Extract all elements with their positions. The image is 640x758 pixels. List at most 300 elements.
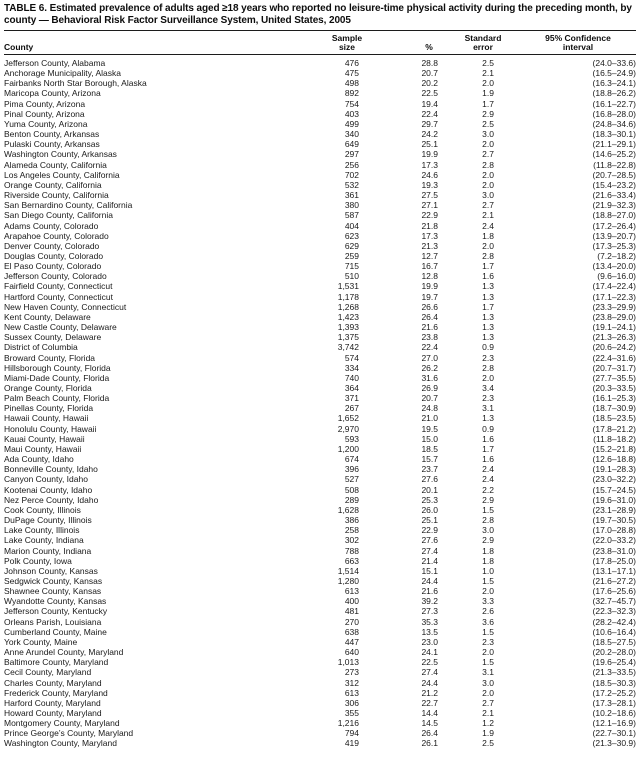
county-cell: Fairbanks North Star Borough, Alaska (4, 78, 147, 89)
percent-cell: 19.5 (421, 423, 438, 434)
standard-error-cell: 0.9 (482, 342, 494, 353)
col-header-se-line1: Standard (464, 33, 502, 43)
sample-size-cell: 297 (344, 149, 359, 160)
confidence-interval-cell: (13.1–17.1) (592, 565, 636, 576)
confidence-interval-cell: (21.3–26.3) (592, 332, 636, 343)
table-row (4, 637, 636, 647)
county-cell: Cook County, Illinois (4, 504, 81, 515)
county-cell: Polk County, Iowa (4, 555, 72, 566)
table-row (4, 657, 636, 667)
confidence-interval-cell: (19.6–25.4) (592, 657, 636, 668)
percent-cell: 19.9 (421, 281, 438, 292)
table-row (4, 231, 636, 241)
standard-error-cell: 1.2 (482, 718, 494, 729)
county-cell: Los Angeles County, California (4, 169, 120, 180)
sample-size-cell: 1,514 (337, 565, 359, 576)
county-cell: Harford County, Maryland (4, 697, 101, 708)
sample-size-cell: 2,970 (337, 423, 359, 434)
county-cell: Jefferson County, Kentucky (4, 606, 108, 617)
confidence-interval-cell: (17.8–21.2) (592, 423, 636, 434)
sample-size-cell: 334 (344, 362, 359, 373)
sample-size-cell: 892 (344, 88, 359, 99)
standard-error-cell: 2.8 (482, 362, 494, 373)
confidence-interval-cell: (12.6–18.8) (592, 454, 636, 465)
county-cell: Hartford County, Connecticut (4, 291, 113, 302)
table-row (4, 109, 636, 119)
col-header-sample-line2: size (338, 42, 356, 52)
sample-size-cell: 1,375 (337, 332, 359, 343)
sample-size-cell: 259 (344, 250, 359, 261)
table-row (4, 454, 636, 464)
standard-error-cell: 2.3 (482, 636, 494, 647)
table-row (4, 708, 636, 718)
sample-size-cell: 270 (344, 616, 359, 627)
sample-size-cell: 1,531 (337, 281, 359, 292)
confidence-interval-cell: (18.3–30.1) (592, 129, 636, 140)
sample-size-cell: 1,178 (337, 291, 359, 302)
county-cell: Pinal County, Arizona (4, 108, 85, 119)
sample-size-cell: 289 (344, 494, 359, 505)
county-cell: Washington County, Arkansas (4, 149, 117, 160)
table-row (4, 485, 636, 495)
percent-cell: 12.8 (421, 271, 438, 282)
confidence-interval-cell: (19.6–31.0) (592, 494, 636, 505)
county-cell: Baltimore County, Maryland (4, 657, 109, 668)
table-row (4, 525, 636, 535)
confidence-interval-cell: (17.1–22.3) (592, 291, 636, 302)
sample-size-cell: 527 (344, 474, 359, 485)
table-row (4, 464, 636, 474)
table-row (4, 251, 636, 261)
sample-size-cell: 361 (344, 190, 359, 201)
confidence-interval-cell: (19.1–24.1) (592, 322, 636, 333)
standard-error-cell: 2.0 (482, 647, 494, 658)
sample-size-cell: 593 (344, 433, 359, 444)
standard-error-cell: 1.8 (482, 230, 494, 241)
standard-error-cell: 1.5 (482, 504, 494, 515)
percent-cell: 20.7 (421, 393, 438, 404)
standard-error-cell: 1.5 (482, 575, 494, 586)
county-cell: Charles County, Maryland (4, 677, 102, 688)
confidence-interval-cell: (23.1–28.9) (592, 504, 636, 515)
table-row (4, 678, 636, 688)
sample-size-cell: 663 (344, 555, 359, 566)
county-cell: Kootenai County, Idaho (4, 484, 93, 495)
table-row (4, 342, 636, 352)
confidence-interval-cell: (17.6–25.6) (592, 586, 636, 597)
sample-size-cell: 788 (344, 545, 359, 556)
confidence-interval-cell: (20.2–28.0) (592, 647, 636, 658)
confidence-interval-cell: (22.7–30.1) (592, 728, 636, 739)
sample-size-cell: 1,652 (337, 413, 359, 424)
standard-error-cell: 2.8 (482, 250, 494, 261)
sample-size-cell: 574 (344, 352, 359, 363)
sample-size-cell: 715 (344, 261, 359, 272)
standard-error-cell: 1.5 (482, 657, 494, 668)
sample-size-cell: 532 (344, 179, 359, 190)
table-row (4, 718, 636, 728)
table-row (4, 160, 636, 170)
table-row (4, 99, 636, 109)
county-cell: Maricopa County, Arizona (4, 88, 101, 99)
table-row (4, 129, 636, 139)
sample-size-cell: 1,268 (337, 301, 359, 312)
table-row (4, 495, 636, 505)
table-row (4, 261, 636, 271)
percent-cell: 24.6 (421, 169, 438, 180)
percent-cell: 27.6 (421, 474, 438, 485)
percent-cell: 15.0 (421, 433, 438, 444)
standard-error-cell: 2.5 (482, 738, 494, 749)
percent-cell: 19.7 (421, 291, 438, 302)
percent-cell: 27.1 (421, 200, 438, 211)
standard-error-cell: 2.9 (482, 108, 494, 119)
table-row (4, 728, 636, 738)
table-row (4, 627, 636, 637)
percent-cell: 22.4 (421, 342, 438, 353)
county-cell: Honolulu County, Hawaii (4, 423, 97, 434)
standard-error-cell: 2.0 (482, 687, 494, 698)
county-cell: Palm Beach County, Florida (4, 393, 110, 404)
table-row (4, 444, 636, 454)
county-cell: Montgomery County, Maryland (4, 718, 120, 729)
percent-cell: 25.1 (421, 515, 438, 526)
county-cell: Bonneville County, Idaho (4, 464, 98, 475)
table-body (4, 55, 636, 749)
confidence-interval-cell: (28.2–42.4) (592, 616, 636, 627)
percent-cell: 21.6 (421, 586, 438, 597)
table-row (4, 556, 636, 566)
standard-error-cell: 1.8 (482, 555, 494, 566)
table-row (4, 281, 636, 291)
confidence-interval-cell: (24.0–33.6) (592, 58, 636, 68)
percent-cell: 21.6 (421, 322, 438, 333)
standard-error-cell: 2.0 (482, 240, 494, 251)
confidence-interval-cell: (23.3–29.9) (592, 301, 636, 312)
standard-error-cell: 3.4 (482, 383, 494, 393)
county-cell: Benton County, Arkansas (4, 129, 100, 140)
county-cell: Orange County, Florida (4, 383, 92, 393)
table-row (4, 474, 636, 484)
percent-cell: 26.4 (421, 728, 438, 739)
standard-error-cell: 3.0 (482, 129, 494, 140)
confidence-interval-cell: (20.3–33.5) (592, 383, 636, 393)
confidence-interval-cell: (20.7–31.7) (592, 362, 636, 373)
confidence-interval-cell: (9.6–16.0) (597, 271, 636, 282)
table-row (4, 566, 636, 576)
standard-error-cell: 2.9 (482, 535, 494, 546)
table-row (4, 363, 636, 373)
sample-size-cell: 258 (344, 525, 359, 536)
confidence-interval-cell: (32.7–45.7) (592, 596, 636, 607)
sample-size-cell: 629 (344, 240, 359, 251)
confidence-interval-cell: (16.1–25.3) (592, 393, 636, 404)
standard-error-cell: 1.8 (482, 545, 494, 556)
col-header-ci-line2: interval (562, 42, 594, 52)
table-row (4, 576, 636, 586)
standard-error-cell: 2.0 (482, 169, 494, 180)
confidence-interval-cell: (22.4–31.6) (592, 352, 636, 363)
percent-cell: 15.7 (421, 454, 438, 465)
standard-error-cell: 2.6 (482, 606, 494, 617)
sample-size-cell: 1,200 (337, 443, 359, 454)
confidence-interval-cell: (10.2–18.6) (592, 708, 636, 718)
county-cell: Shawnee County, Kansas (4, 586, 102, 597)
county-cell: Nez Perce County, Idaho (4, 494, 99, 505)
county-cell: New Haven County, Connecticut (4, 301, 127, 312)
sample-size-cell: 794 (344, 728, 359, 739)
county-cell: Frederick County, Maryland (4, 687, 108, 698)
confidence-interval-cell: (18.5–27.5) (592, 636, 636, 647)
table-row (4, 698, 636, 708)
county-cell: Canyon County, Idaho (4, 474, 88, 485)
confidence-interval-cell: (17.2–26.4) (592, 220, 636, 231)
percent-cell: 22.7 (421, 697, 438, 708)
sample-size-cell: 587 (344, 210, 359, 221)
percent-cell: 35.3 (421, 616, 438, 627)
county-cell: Jefferson County, Alabama (4, 58, 106, 68)
percent-cell: 21.0 (421, 413, 438, 424)
sample-size-cell: 371 (344, 393, 359, 404)
county-cell: Miami-Dade County, Florida (4, 372, 110, 383)
sample-size-cell: 640 (344, 647, 359, 658)
percent-cell: 27.6 (421, 535, 438, 546)
sample-size-cell: 498 (344, 78, 359, 89)
sample-size-cell: 400 (344, 596, 359, 607)
county-cell: Yuma County, Arizona (4, 118, 88, 129)
table-row (4, 353, 636, 363)
confidence-interval-cell: (17.2–25.2) (592, 687, 636, 698)
sample-size-cell: 404 (344, 220, 359, 231)
table-row (4, 596, 636, 606)
table-row (4, 78, 636, 88)
col-header-sample-line1: Sample (331, 33, 363, 43)
confidence-interval-cell: (23.8–29.0) (592, 311, 636, 322)
standard-error-cell: 2.8 (482, 515, 494, 526)
county-cell: Kent County, Delaware (4, 311, 91, 322)
confidence-interval-cell: (11.8–18.2) (593, 433, 636, 444)
percent-cell: 21.4 (421, 555, 438, 566)
table-row (4, 119, 636, 129)
table-row (4, 312, 636, 322)
county-cell: Douglas County, Colorado (4, 250, 104, 261)
sample-size-cell: 403 (344, 108, 359, 119)
percent-cell: 31.6 (421, 372, 438, 383)
county-cell: Broward County, Florida (4, 352, 96, 363)
sample-size-cell: 638 (344, 626, 359, 637)
sample-size-cell: 1,013 (337, 657, 359, 668)
table-row (4, 190, 636, 200)
confidence-interval-cell: (16.3–24.1) (592, 78, 636, 89)
county-cell: Adams County, Colorado (4, 220, 99, 231)
percent-cell: 19.3 (421, 179, 438, 190)
percent-cell: 21.2 (421, 687, 438, 698)
table-row (4, 546, 636, 556)
confidence-interval-cell: (18.8–27.0) (592, 210, 636, 221)
standard-error-cell: 1.3 (482, 291, 494, 302)
table-row (4, 332, 636, 342)
county-cell: Wyandotte County, Kansas (4, 596, 107, 607)
standard-error-cell: 1.3 (482, 413, 494, 424)
county-cell: Marion County, Indiana (4, 545, 92, 556)
county-cell: Hillsborough County, Florida (4, 362, 111, 373)
confidence-interval-cell: (13.9–20.7) (592, 230, 636, 241)
county-cell: Hawaii County, Hawaii (4, 413, 89, 424)
confidence-interval-cell: (21.6–27.2) (592, 575, 636, 586)
county-cell: Howard County, Maryland (4, 708, 102, 718)
confidence-interval-cell: (16.5–24.9) (592, 68, 636, 79)
county-cell: Anchorage Municipality, Alaska (4, 68, 122, 79)
county-cell: Jefferson County, Colorado (4, 271, 107, 282)
confidence-interval-cell: (17.4–22.4) (592, 281, 636, 292)
standard-error-cell: 1.7 (482, 301, 494, 312)
percent-cell: 24.4 (421, 677, 438, 688)
percent-cell: 17.3 (421, 159, 438, 170)
confidence-interval-cell: (15.4–23.2) (592, 179, 636, 190)
confidence-interval-cell: (27.7–35.5) (592, 372, 636, 383)
county-cell: Washington County, Maryland (4, 738, 117, 749)
prevalence-table (4, 55, 636, 749)
table-row (4, 139, 636, 149)
sample-size-cell: 1,628 (337, 504, 359, 515)
county-cell: El Paso County, Colorado (4, 261, 102, 272)
sample-size-cell: 364 (344, 383, 359, 393)
table-row (4, 88, 636, 98)
percent-cell: 28.8 (421, 58, 438, 68)
table-row (4, 302, 636, 312)
col-header-county: County (4, 42, 34, 52)
county-cell: Sussex County, Delaware (4, 332, 102, 343)
county-cell: San Diego County, California (4, 210, 113, 221)
standard-error-cell: 1.9 (482, 88, 494, 99)
percent-cell: 39.2 (421, 596, 438, 607)
county-cell: Prince George’s County, Maryland (4, 728, 134, 739)
col-header-ci-line1: 95% Confidence (545, 33, 611, 43)
percent-cell: 26.0 (421, 504, 438, 515)
confidence-interval-cell: (18.8–26.2) (592, 88, 636, 99)
sample-size-cell: 476 (344, 58, 359, 68)
confidence-interval-cell: (18.5–23.5) (592, 413, 636, 424)
county-cell: Kauai County, Hawaii (4, 433, 85, 444)
sample-size-cell: 1,393 (337, 322, 359, 333)
sample-size-cell: 3,742 (337, 342, 359, 353)
confidence-interval-cell: (20.7–28.5) (592, 169, 636, 180)
percent-cell: 19.9 (421, 149, 438, 160)
percent-cell: 22.5 (421, 88, 438, 99)
col-header-standard-error (465, 34, 502, 52)
percent-cell: 27.0 (421, 352, 438, 363)
percent-cell: 22.9 (421, 525, 438, 536)
table-row (4, 292, 636, 302)
confidence-interval-cell: (14.6–25.2) (592, 149, 636, 160)
confidence-interval-cell: (19.1–28.3) (592, 464, 636, 475)
county-cell: Johnson County, Kansas (4, 565, 98, 576)
county-cell: Pinellas County, Florida (4, 403, 94, 414)
confidence-interval-cell: (17.0–28.8) (592, 525, 636, 536)
sample-size-cell: 1,423 (337, 311, 359, 322)
standard-error-cell: 2.4 (482, 220, 494, 231)
standard-error-cell: 2.1 (482, 708, 494, 718)
table-row (4, 68, 636, 78)
sample-size-cell: 267 (344, 403, 359, 414)
standard-error-cell: 2.3 (482, 393, 494, 404)
standard-error-cell: 1.7 (482, 98, 494, 109)
standard-error-cell: 1.3 (482, 322, 494, 333)
county-cell: Anne Arundel County, Maryland (4, 647, 124, 658)
sample-size-cell: 396 (344, 464, 359, 475)
standard-error-cell: 1.3 (482, 281, 494, 292)
standard-error-cell: 2.4 (482, 474, 494, 485)
sample-size-cell: 306 (344, 697, 359, 708)
confidence-interval-cell: (17.8–25.0) (592, 555, 636, 566)
county-cell: Sedgwick County, Kansas (4, 575, 103, 586)
standard-error-cell: 1.6 (482, 433, 494, 444)
standard-error-cell: 1.7 (482, 443, 494, 454)
percent-cell: 25.3 (421, 494, 438, 505)
percent-cell: 21.8 (421, 220, 438, 231)
county-cell: York County, Maine (4, 636, 78, 647)
standard-error-cell: 1.3 (482, 332, 494, 343)
standard-error-cell: 3.0 (482, 677, 494, 688)
sample-size-cell: 380 (344, 200, 359, 211)
standard-error-cell: 2.0 (482, 78, 494, 89)
standard-error-cell: 1.5 (482, 626, 494, 637)
col-header-confidence-interval (545, 34, 611, 52)
standard-error-cell: 3.6 (482, 616, 494, 627)
table-row (4, 535, 636, 545)
county-cell: Alameda County, California (4, 159, 107, 170)
percent-cell: 26.4 (421, 311, 438, 322)
table-row (4, 393, 636, 403)
table-row (4, 383, 636, 393)
percent-cell: 26.1 (421, 738, 438, 749)
table-row (4, 373, 636, 383)
percent-cell: 22.4 (421, 108, 438, 119)
standard-error-cell: 2.8 (482, 159, 494, 170)
sample-size-cell: 499 (344, 118, 359, 129)
standard-error-cell: 1.6 (482, 454, 494, 465)
percent-cell: 24.4 (421, 575, 438, 586)
percent-cell: 23.0 (421, 636, 438, 647)
sample-size-cell: 312 (344, 677, 359, 688)
standard-error-cell: 2.3 (482, 352, 494, 363)
percent-cell: 13.5 (421, 626, 438, 637)
table-row (4, 738, 636, 748)
percent-cell: 26.6 (421, 301, 438, 312)
standard-error-cell: 2.7 (482, 149, 494, 160)
standard-error-cell: 1.9 (482, 728, 494, 739)
sample-size-cell: 613 (344, 586, 359, 597)
standard-error-cell: 2.2 (482, 484, 494, 495)
standard-error-cell: 2.0 (482, 139, 494, 150)
table-row (4, 221, 636, 231)
percent-cell: 27.5 (421, 190, 438, 201)
percent-cell: 17.3 (421, 230, 438, 241)
percent-cell: 12.7 (421, 250, 438, 261)
standard-error-cell: 3.3 (482, 596, 494, 607)
percent-cell: 23.7 (421, 464, 438, 475)
table-row (4, 505, 636, 515)
sample-size-cell: 674 (344, 454, 359, 465)
table-row (4, 667, 636, 677)
county-cell: DuPage County, Illinois (4, 515, 92, 526)
sample-size-cell: 355 (344, 708, 359, 718)
confidence-interval-cell: (10.6–16.4) (592, 626, 636, 637)
standard-error-cell: 1.7 (482, 261, 494, 272)
percent-cell: 24.2 (421, 129, 438, 140)
confidence-interval-cell: (24.8–34.6) (592, 118, 636, 129)
percent-cell: 20.1 (421, 484, 438, 495)
